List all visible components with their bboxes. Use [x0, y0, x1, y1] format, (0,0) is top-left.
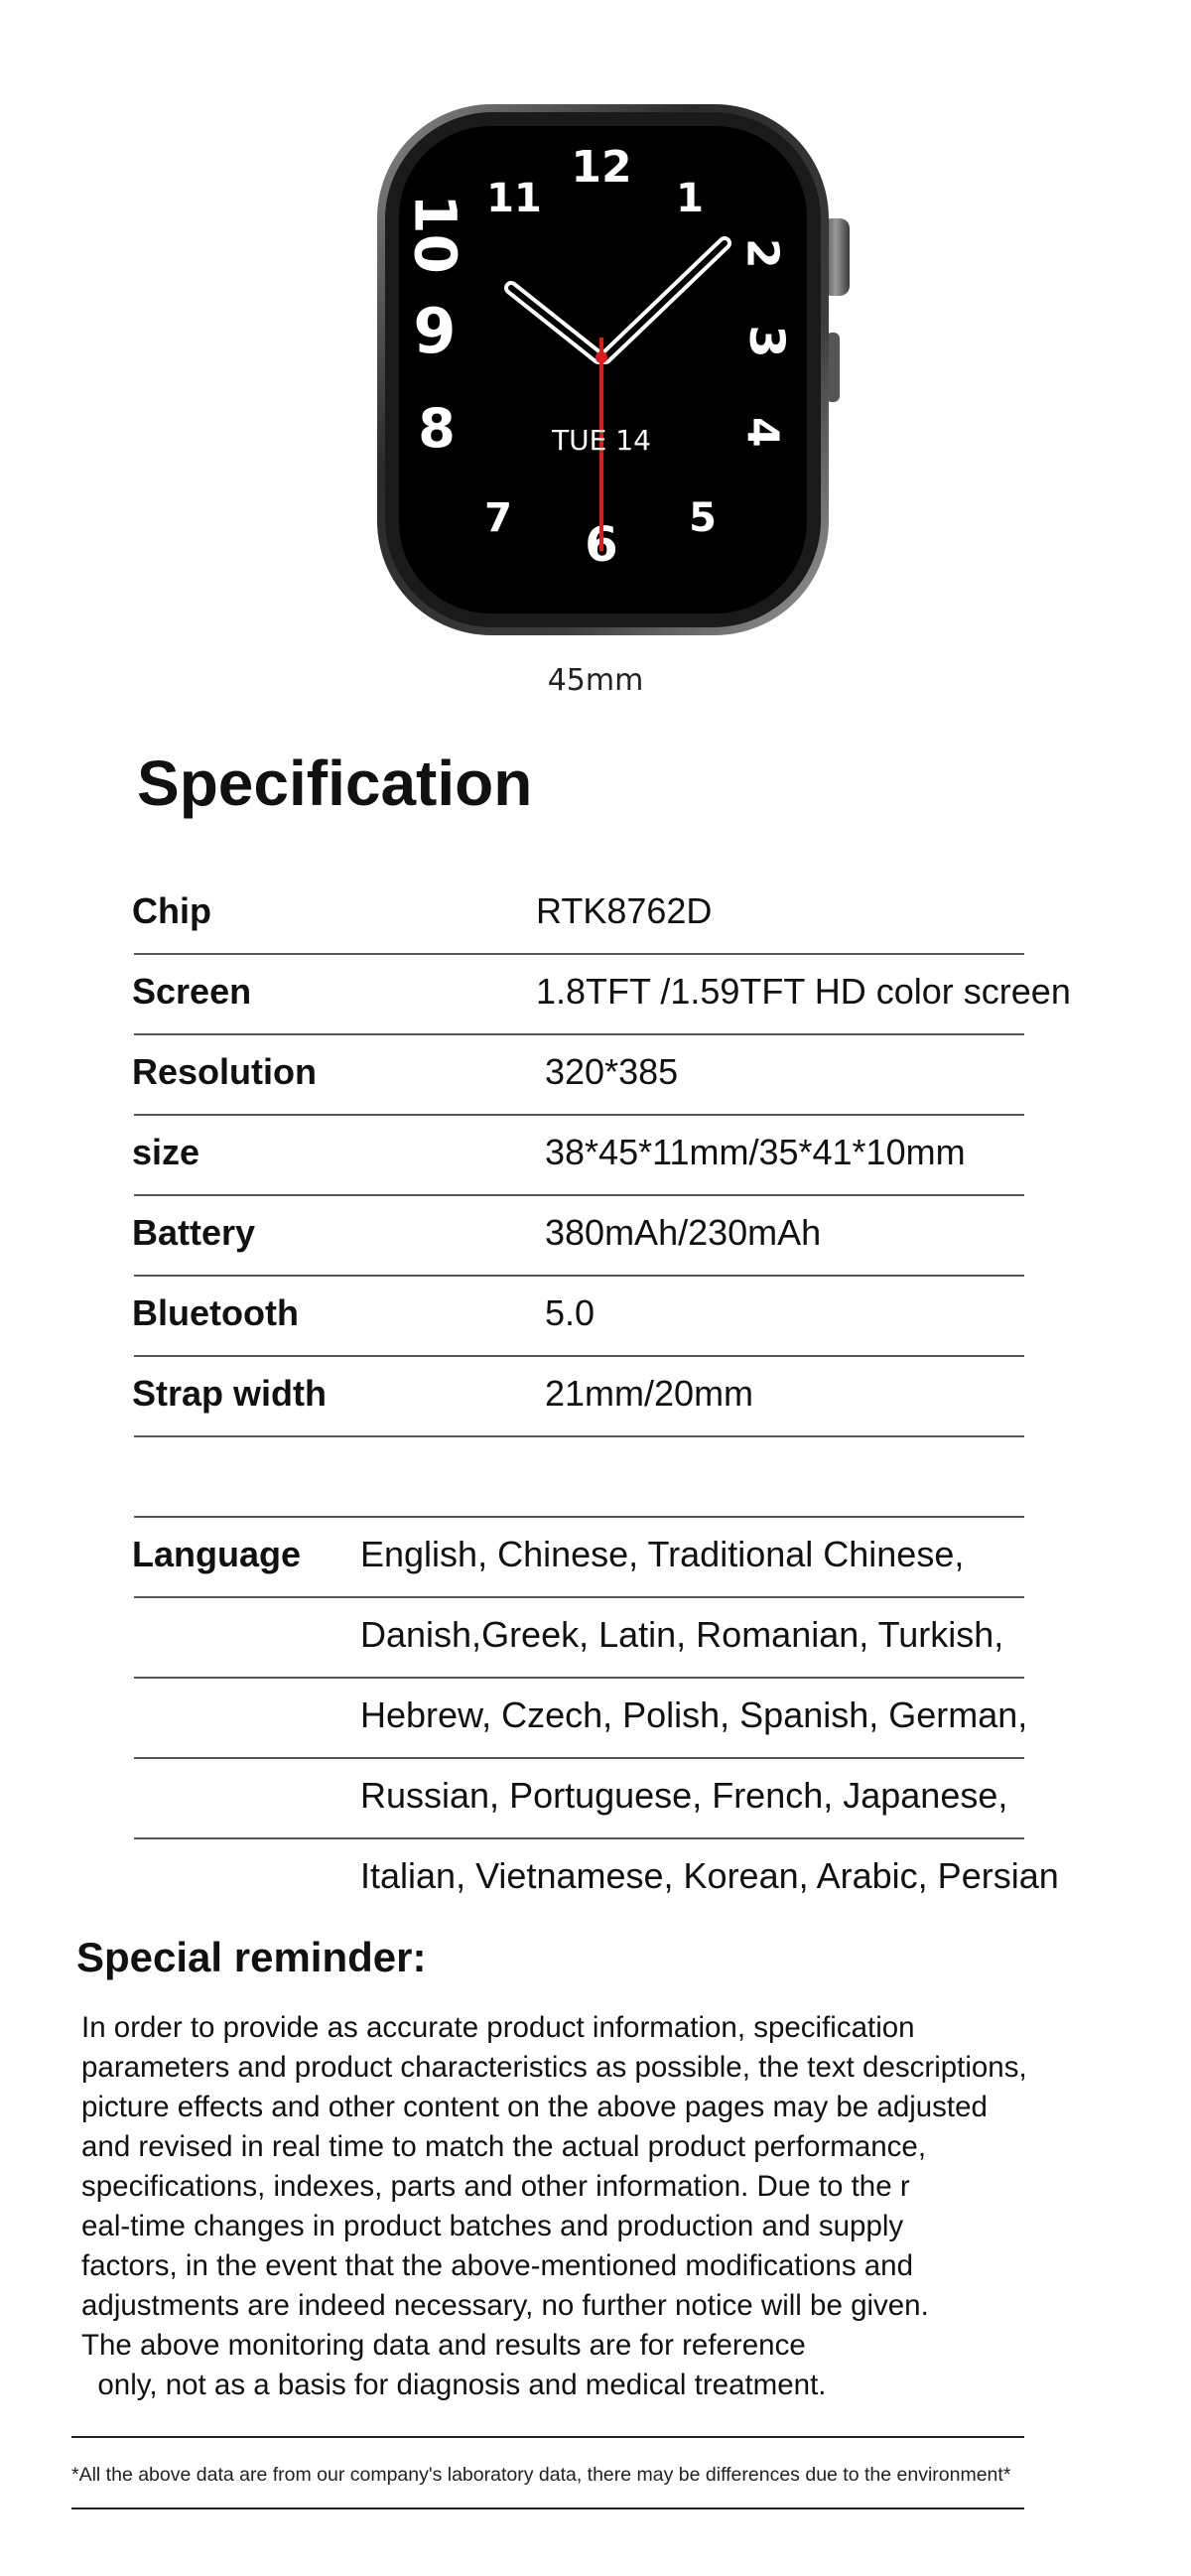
spec-label: size — [132, 1132, 200, 1172]
reminder-line: factors, in the event that the above-mentioned modifications and — [81, 2249, 913, 2282]
spec-value: 320*385 — [545, 1051, 679, 1092]
row-divider — [134, 1435, 1024, 1437]
dial-numeral: 6 — [585, 517, 618, 573]
row-divider — [134, 1275, 1024, 1277]
dial-numeral: 8 — [418, 397, 456, 460]
spec-label: Resolution — [132, 1051, 317, 1092]
reminder-line: The above monitoring data and results are for reference — [81, 2329, 806, 2362]
reminder-line: only, not as a basis for diagnosis and medical treatment. — [81, 2369, 827, 2401]
row-divider — [134, 1355, 1024, 1357]
row-divider — [134, 1596, 1024, 1598]
spec-value: 1.8TFT /1.59TFT HD color screen — [536, 971, 1071, 1012]
center-pin — [596, 351, 607, 363]
reminder-line: In order to provide as accurate product information, specification — [81, 2011, 915, 2044]
spec-value: RTK8762D — [536, 890, 713, 931]
row-divider — [134, 1837, 1024, 1839]
spec-label: Battery — [132, 1212, 256, 1253]
row-divider — [134, 1516, 1024, 1518]
language-line: English, Chinese, Traditional Chinese, — [360, 1534, 965, 1574]
reminder-line: picture effects and other content on the above pages may be adjusted — [81, 2091, 988, 2123]
reminder-line: specifications, indexes, parts and other information. Due to the r — [81, 2170, 910, 2203]
reminder-line: parameters and product characteristics as possible, the text descriptions, — [81, 2051, 1027, 2084]
dial-numeral: 10 — [401, 194, 469, 275]
footnote: *All the above data are from our company's laboratory data, there may be differences due to the environment* — [71, 2464, 1011, 2486]
row-divider — [134, 1677, 1024, 1679]
language-line: Russian, Portuguese, French, Japanese, — [360, 1775, 1008, 1816]
dial-numeral: 9 — [413, 295, 457, 367]
reminder-line: and revised in real time to match the actual product performance, — [81, 2130, 927, 2163]
dial-numeral: 12 — [571, 142, 632, 193]
spec-label: Chip — [132, 890, 211, 931]
spec-value: 5.0 — [545, 1292, 596, 1333]
page-title: Specification — [137, 747, 533, 819]
dial-numeral: 4 — [736, 417, 788, 448]
dial-numeral: 1 — [676, 176, 704, 221]
language-line: Danish,Greek, Latin, Romanian, Turkish, — [360, 1614, 1004, 1655]
spec-label: Bluetooth — [132, 1292, 299, 1333]
spec-label: Screen — [132, 971, 252, 1012]
language-label: Language — [132, 1534, 302, 1574]
reminder-line: adjustments are indeed necessary, no further notice will be given. — [81, 2289, 929, 2322]
date-complication: TUE 14 — [552, 424, 651, 457]
row-divider — [134, 1194, 1024, 1196]
footnote-divider — [71, 2508, 1024, 2509]
spec-value: 38*45*11mm/35*41*10mm — [545, 1132, 966, 1172]
row-divider — [134, 1033, 1024, 1035]
language-line: Hebrew, Czech, Polish, Spanish, German, — [360, 1695, 1028, 1735]
dial-numeral: 11 — [486, 176, 542, 221]
smartwatch-image — [367, 94, 854, 645]
dial-numeral: 3 — [738, 325, 794, 358]
dial-numeral: 7 — [484, 495, 512, 541]
spec-value: 21mm/20mm — [545, 1373, 754, 1414]
language-line: Italian, Vietnamese, Korean, Arabic, Persian — [360, 1855, 1059, 1896]
spec-value: 380mAh/230mAh — [545, 1212, 822, 1253]
spec-label: Strap width — [132, 1373, 327, 1414]
dial-numeral: 5 — [689, 495, 717, 541]
reminder-line: eal-time changes in product batches and production and supply — [81, 2210, 904, 2242]
row-divider — [134, 953, 1024, 955]
size-caption: 45mm — [547, 663, 644, 698]
dial-numeral: 2 — [736, 238, 788, 269]
row-divider — [134, 1757, 1024, 1759]
reminder-title: Special reminder: — [76, 1934, 427, 1980]
footnote-divider — [71, 2436, 1024, 2438]
row-divider — [134, 1114, 1024, 1116]
